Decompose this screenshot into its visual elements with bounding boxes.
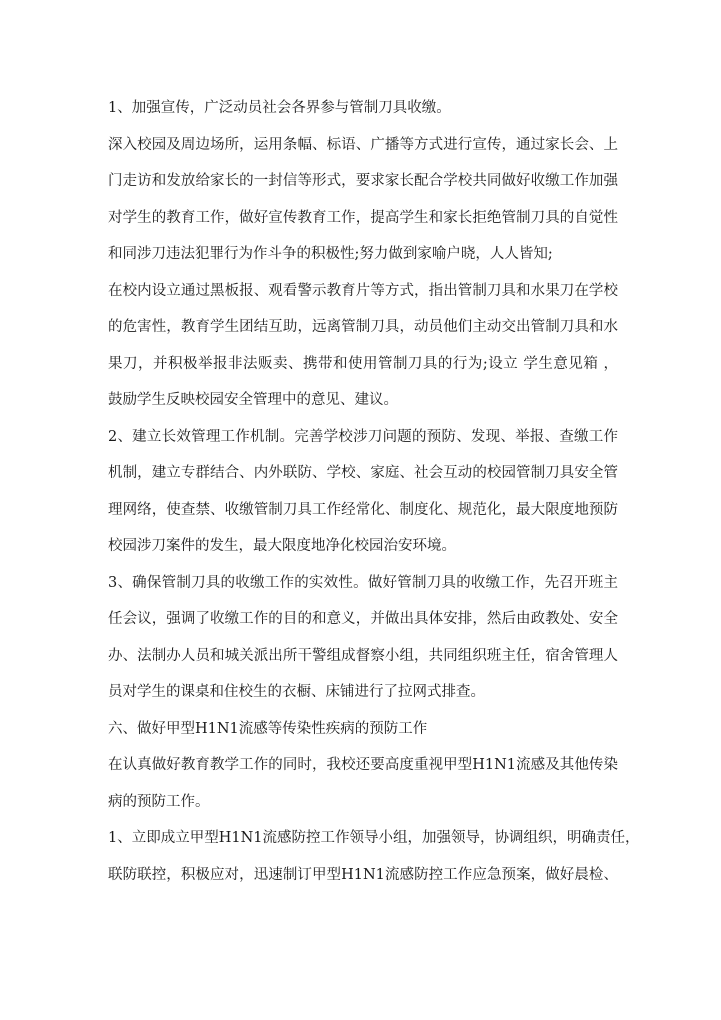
item-1-heading: 1、加强宣传，广泛动员社会各界参与管制刀具收缴。	[108, 100, 451, 116]
section-6-heading: 六、做好甲型H1N1流感等传染性疾病的预防工作	[108, 720, 428, 737]
paragraph-line: 机制，建立专群结合、内外联防、学校、家庭、社会互动的校园管制刀具安全管	[108, 465, 618, 481]
paragraph-line: 和同涉刀违法犯罪行为作斗争的积极性;努力做到家喻户晓，人人皆知;	[108, 246, 553, 262]
paragraph-line: 深入校园及周边场所，运用条幅、标语、广播等方式进行宣传，通过家长会、上	[108, 136, 618, 153]
paragraph-line: 对学生的教育工作，做好宣传教育工作，提高学生和家长拒绝管制刀具的自觉性	[108, 209, 618, 226]
paragraph-line: 鼓励学生反映校园安全管理中的意见、建议。	[108, 392, 398, 408]
paragraph-line: 在校内设立通过黑板报、观看警示教育片等方式，指出管制刀具和水果刀在学校	[108, 282, 618, 299]
paragraph-line: 任会议，强调了收缴工作的目的和意义，并做出具体安排，然后由政教处、安全	[108, 611, 618, 627]
paragraph-line: 门走访和发放给家长的一封信等形式，要求家长配合学校共同做好收缴工作加强	[108, 173, 618, 189]
document-body	[108, 90, 640, 893]
item-3-heading: 3、确保管制刀具的收缴工作的实效性。做好管制刀具的收缴工作，先召开班主	[108, 574, 618, 591]
paragraph-line: 校园涉刀案件的发生，最大限度地净化校园治安环境。	[108, 538, 456, 554]
paragraph-line: 在认真做好教育教学工作的同时，我校还要高度重视甲型H1N1流感及其他传染	[108, 757, 618, 773]
paragraph-line: 果刀，并积极举报非法贩卖、携带和使用管制刀具的行为;设立 学生意见箱 ，	[108, 355, 618, 372]
item-2-heading: 2、建立长效管理工作机制。完善学校涉刀问题的预防、发现、举报、查缴工作	[108, 428, 618, 445]
paragraph-line: 的危害性，教育学生团结互助，远离管制刀具，动员他们主动交出管制刀具和水	[108, 319, 618, 335]
paragraph-line: 员对学生的课桌和住校生的衣橱、床铺进行了拉网式排查。	[108, 684, 485, 700]
paragraph-line: 理网络，使查禁、收缴管制刀具工作经常化、制度化、规范化，最大限度地预防	[108, 501, 618, 518]
paragraph-line: 联防联控，积极应对，迅速制订甲型H1N1流感防控工作应急预案，做好晨检、	[108, 866, 618, 883]
paragraph-line: 病的预防工作。	[108, 793, 210, 810]
paragraph-line: 办、法制办人员和城关派出所干警组成督察小组，共同组织班主任，宿舍管理人	[108, 647, 618, 664]
item-1-heading: 1、立即成立甲型H1N1流感防控工作领导小组，加强领导，协调组织，明确责任，	[108, 830, 640, 846]
